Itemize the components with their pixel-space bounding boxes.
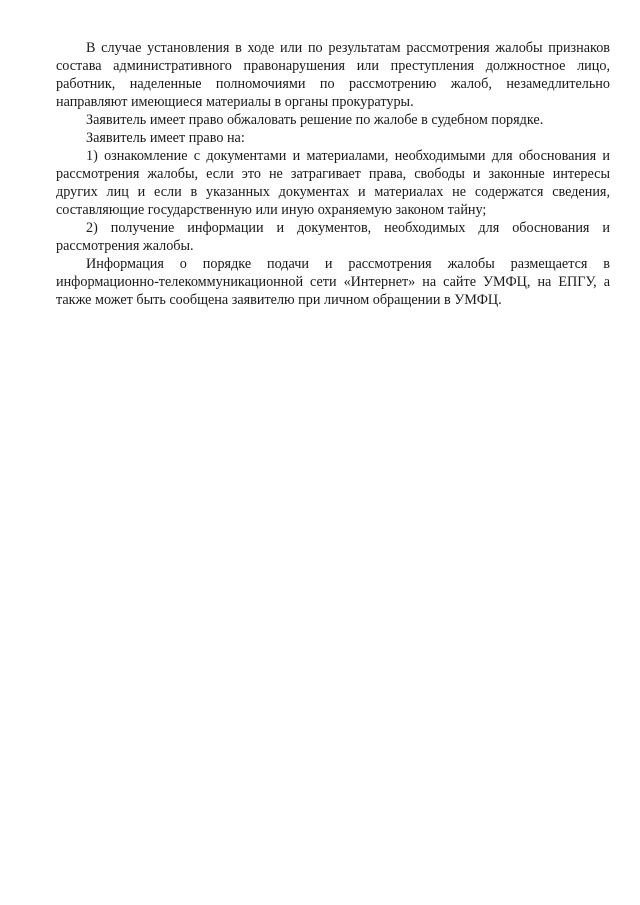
paragraph-prosecutor-referral: В случае установления в ходе или по результатам рассмотрения жалобы признаков состава административного правонарушения или преступления должностное лицо, работник, наделенные полномочиями по рассмотрению жалоб, незамедлительно направляют имеющиеся материалы в органы прокуратуры.	[56, 40, 610, 110]
paragraph-rights-intro: Заявитель имеет право на:	[86, 130, 245, 146]
paragraph-court-appeal: Заявитель имеет право обжаловать решение по жалобе в судебном порядке.	[86, 112, 544, 128]
document-body	[56, 39, 610, 309]
paragraph-right-1: 1) ознакомление с документами и материалами, необходимыми для обоснования и рассмотрения жалобы, если это не затрагивает права, свободы и законные интересы других лиц и если в указанных документах и материалах не содержатся сведения, составляющие государственную или иную охраняемую законом тайну;	[56, 148, 610, 218]
paragraph-right-2: 2) получение информации и документов, необходимых для обоснования и рассмотрения жалобы.	[56, 220, 610, 254]
paragraph-info-placement: Информация о порядке подачи и рассмотрения жалобы размещается в информационно-телекоммуникационной сети «Интернет» на сайте УМФЦ, на ЕПГУ, а также может быть сообщена заявителю при личном обращении в УМФЦ.	[56, 256, 610, 308]
